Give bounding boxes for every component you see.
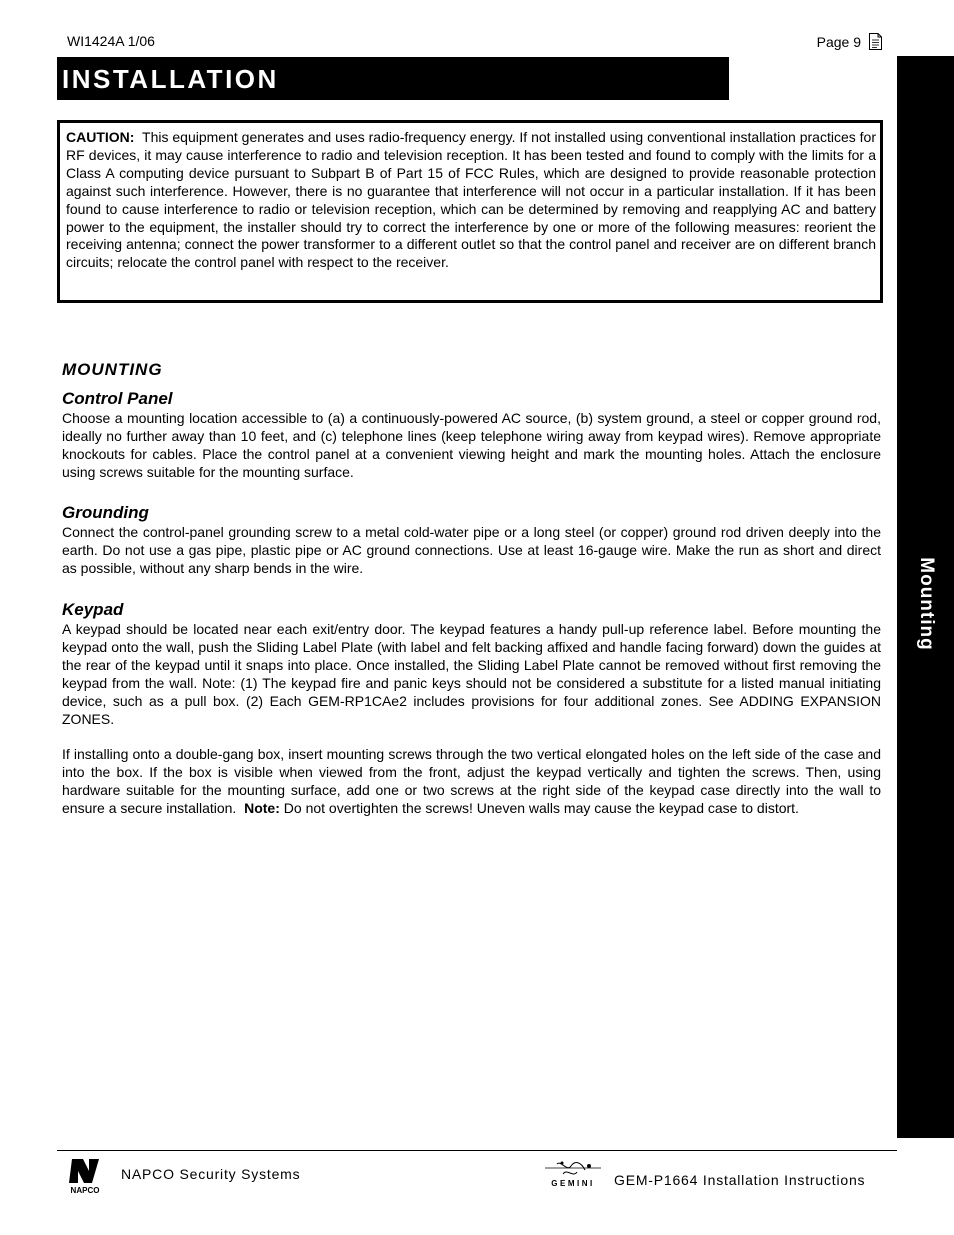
control-panel-heading: Control Panel <box>62 389 173 408</box>
gemini-logo-text: GEMINI <box>551 1179 595 1188</box>
keypad-heading: Keypad <box>62 600 124 619</box>
footer-company: NAPCO Security Systems <box>121 1166 301 1182</box>
footer-doc-title: GEM-P1664 Installation Instructions <box>614 1172 866 1188</box>
control-panel-text: Choose a mounting location accessible to (a) a continuously-powered AC source, (b) system ground, a steel or copper ground rod, ideally no further away than 10 feet, and (c) telephone lines (keep telephone wiring away from keypad wires). Remove appropriate knockouts for cables. Place the control panel at a convenient viewing height and mark the mounting holes. Attach the enclosure using screws suitable for the mounting surface. <box>62 410 881 480</box>
caution-box <box>57 120 883 303</box>
keypad-text-2a: If installing onto a double-gang box, insert mounting screws through the two vertical elongated holes on the left side of the case and into the box. If the box is visible when viewed from the front, adjust the keypad vertically and tighten the screws. Then, using hardware suitable for the mounting surface, add one or two screws at the right side of the keypad case directly into the wall to ensure a secure installation. <box>62 746 881 816</box>
caution-text: This equipment generates and uses radio-frequency energy. If not installed using conventional installation practices for RF devices, it may cause interference to radio and television reception. It has been tested and found to comply with the limits for a Class A computing device pursuant to Subpart B of Part 15 of FCC Rules, which are designed to provide reasonable protection against such interference. However, there is no guarantee that interference will not occur in a particular installation. If it has been found to cause interference to radio or television reception, which can be determined by removing and reapplying AC and battery power to the equipment, the installer should try to correct the interference by one or more of the following measures: reorient the receiving antenna; connect the power transformer to a different outlet so that the control panel and receiver are on different branch circuits; relocate the control panel with respect to the receiver. <box>66 129 876 271</box>
napco-logo-text: NAPCO <box>70 1186 100 1195</box>
mounting-heading: MOUNTING <box>62 360 163 379</box>
side-tab-label: Mounting <box>915 557 937 651</box>
page-icon <box>869 33 882 50</box>
grounding-text: Connect the control-panel grounding screw to a metal cold-water pipe or a long steel (or copper) ground rod driven deeply into the earth. Do not use a gas pipe, plastic pipe or AC ground connections. Use at least 16-gauge wire. Make the run as short and direct as possible, without any sharp bends in the wire. <box>62 524 881 576</box>
napco-logo-icon <box>63 1157 107 1195</box>
document-id: WI1424A 1/06 <box>67 33 155 49</box>
footer-rule <box>57 1150 897 1151</box>
keypad-text-1: A keypad should be located near each exit/entry door. The keypad features a handy pull-up reference label. Before mounting the keypad onto the wall, push the Sliding Label Plate (with label and felt backing affixed and handle facing forward) down the guides at the rear of the keypad until it snaps into place. Once installed, the Sliding Label Plate cannot be removed without first removing the keypad from the wall. Note: (1) The keypad fire and panic keys should not be considered a substitute for a listed manual initiating device, such as a pull box. (2) Each GEM-RP1CAe2 includes provisions for four additional zones. See ADDING EXPANSION ZONES. <box>62 621 881 727</box>
keypad-text-2 <box>62 746 881 818</box>
grounding-heading: Grounding <box>62 503 149 522</box>
napco-logo <box>63 1157 107 1195</box>
keypad-note-label: Note: <box>244 799 280 816</box>
caution-paragraph <box>66 129 876 272</box>
section-title: INSTALLATION <box>62 64 279 94</box>
caution-label: CAUTION: <box>66 129 135 145</box>
keypad-text-2b: Do not overtighten the screws! Uneven walls may cause the keypad case to distort. <box>283 799 799 816</box>
page-number-label: Page 9 <box>816 33 861 50</box>
side-tab <box>897 56 954 1138</box>
gemini-logo-icon <box>543 1158 603 1190</box>
page-number <box>817 33 882 50</box>
gemini-logo <box>543 1158 603 1190</box>
section-banner <box>57 57 729 100</box>
